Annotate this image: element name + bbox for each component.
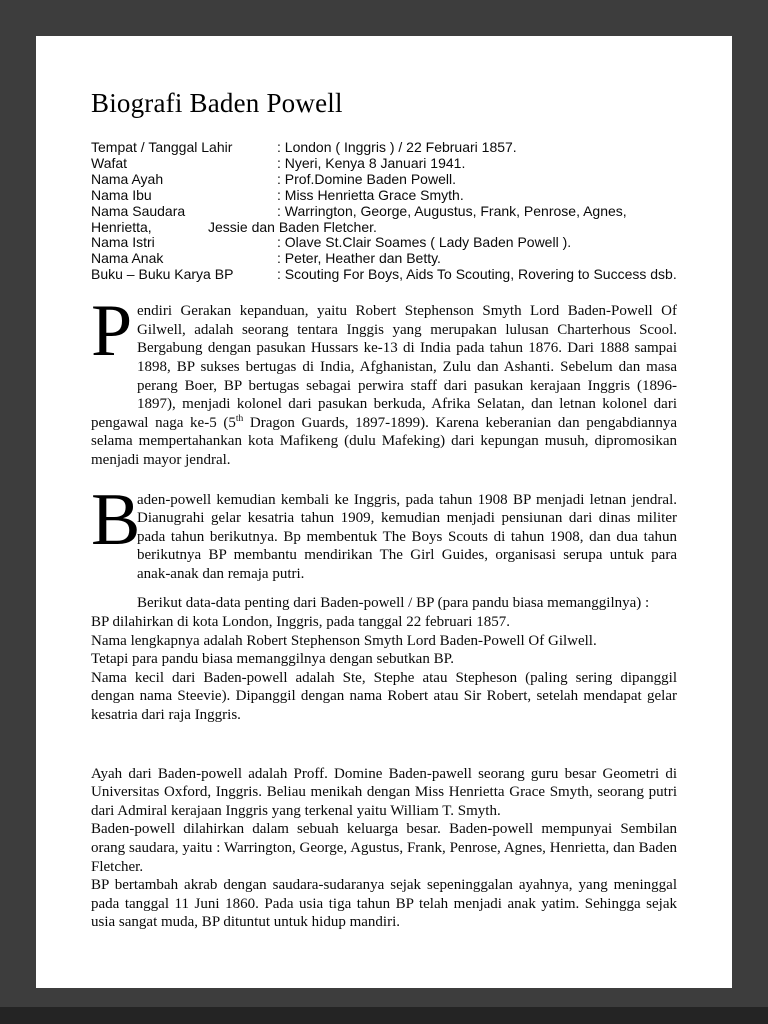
paragraph-founder-text-continued: Dragon Guards, 1897-1899). Karena keberanian dan pengabdiannya selama mempertahankan kota Mafikeng (dulu Mafeking) dari kepungan musuh, dipromosikan menjadi mayor jendral. xyxy=(91,414,678,468)
biodata-label: Henrietta, xyxy=(91,218,152,235)
fact-line-childhood-name: Nama kecil dari Baden-powell adalah Ste, Stephe atau Stepheson (paling sering dipanggil dengan nama Steevie). Dipanggil dengan nama Robert atau Sir Robert, setelah mendapat gelar kesatria dari raja Inggris. xyxy=(91,669,677,724)
biodata-value: Jessie dan Baden Fletcher. xyxy=(208,218,377,235)
paragraph-return-home-text: aden-powell kemudian kembali ke Inggris, pada tahun 1908 BP menjadi letnan jendral. Dianugrahi gelar kesatria tahun 1909, kemudian menjadi pensiunan dari dinas militer pada tahun berikutnya. Bp membentuk The Boys Scouts di tahun 1908, dan dua tahun berikutnya BP membantu mendirikan The Girl Guides, organisasi serupa untuk para anak-anak dan remaja putri. xyxy=(137,491,677,582)
biodata-row-death xyxy=(91,156,677,172)
ordinal-superscript: th xyxy=(235,413,244,424)
fact-line-full-name: Nama lengkapnya adalah Robert Stephenson Smyth Lord Baden-Powell Of Gilwell. xyxy=(91,632,597,649)
biodata-label: Buku – Buku Karya BP xyxy=(91,266,234,283)
biodata-label: Nama Ibu xyxy=(91,186,152,203)
biodata-row-children xyxy=(91,251,677,267)
family-paragraph-orphan: BP bertambah akrab dengan saudara-sudaranya sejak sepeninggalan ayahnya, yang meninggal pada tanggal 11 Juni 1860. Pada usia tiga tahun BP telah menjadi anak yatim. Sehingga sejak usia sangat muda, BP dituntut untuk hidup mandiri. xyxy=(91,877,677,931)
biodata-list xyxy=(91,140,677,283)
biodata-value: : London ( Inggris ) / 22 Februari 1857. xyxy=(277,139,517,155)
biodata-row-birth xyxy=(91,140,677,156)
family-paragraph-father: Ayah dari Baden-powell adalah Proff. Domine Baden-pawell seorang guru besar Geometri di Universitas Oxford, Inggris. Beliau menikah dengan Miss Henrietta Grace Smyth, seorang putri dari Admiral kerajaan Inggris yang terkenal yaitu William T. Smyth. xyxy=(91,765,677,819)
biodata-row-father xyxy=(91,172,677,188)
biodata-value: : Warrington, George, Augustus, Frank, Penrose, Agnes, xyxy=(277,202,627,219)
facts-intro-line: Berikut data-data penting dari Baden-powell / BP (para pandu biasa memanggilnya) : xyxy=(137,595,650,612)
biodata-label: Tempat / Tanggal Lahir xyxy=(91,139,233,155)
dropcap-letter-b: B xyxy=(91,478,141,561)
biodata-label: Nama Ayah xyxy=(91,170,164,187)
biodata-value: : Prof.Domine Baden Powell. xyxy=(277,170,456,187)
paragraph-return-home xyxy=(91,478,677,584)
facts-section xyxy=(91,594,677,724)
viewer-bottom-bar xyxy=(0,1007,768,1024)
biodata-label: Nama Saudara xyxy=(91,202,186,219)
fact-line-birth: BP dilahirkan di kota London, Inggris, pada tanggal 22 februari 1857. xyxy=(91,614,510,631)
biodata-value: : Peter, Heather dan Betty. xyxy=(277,250,441,267)
biodata-label: Nama Anak xyxy=(91,250,164,267)
paragraph-founder xyxy=(91,290,678,469)
family-paragraph-siblings: Baden-powell dilahirkan dalam sebuah keluarga besar. Baden-powell mempunyai Sembilan orang saudara, yaitu : Warrington, George, Agustus, Frank, Penrose, Agnes, Henrietta, dan Baden Fletcher. xyxy=(91,821,677,875)
biodata-row-books xyxy=(91,267,677,283)
dropcap-letter-p: P xyxy=(91,290,133,373)
biodata-value: : Nyeri, Kenya 8 Januari 1941. xyxy=(277,154,466,171)
fact-line-nickname-bp: Tetapi para pandu biasa memanggilnya dengan sebutkan BP. xyxy=(91,651,455,668)
biodata-label: Wafat xyxy=(91,154,128,171)
biodata-value: : Olave St.Clair Soames ( Lady Baden Powell ). xyxy=(277,234,572,251)
document-title: Biografi Baden Powell xyxy=(91,88,343,118)
biodata-value: : Miss Henrietta Grace Smyth. xyxy=(277,186,464,203)
biodata-row-siblings-continued xyxy=(91,220,677,236)
biodata-row-siblings xyxy=(91,204,677,220)
biodata-label: Nama Istri xyxy=(91,234,155,251)
paragraph-founder-text: endiri Gerakan kepanduan, yaitu Robert Stephenson Smyth Lord Baden-Powell Of Gilwell, adalah seorang tentara Inggis yang merupakan lulusan Charterhous Scool. Bergabung dengan pasukan Hussars ke-13 di India pada tahun 1876. Dari 1888 sampai 1898, BP sukses bertugas di India, Afghanistan, Zulu dan Ashanti. Sebelum dan masa perang Boer, BP bertugas sebagai perwira staff dari pasukan kerajaan Inggris (1896-1897), menjadi kolonel dari pasukan berkuda, Afrika Selatan, dan letnan kolonel dari pengawal naga ke-5 (5 xyxy=(91,303,677,431)
biodata-row-mother xyxy=(91,188,677,204)
family-section xyxy=(91,765,677,932)
document-page xyxy=(36,36,732,988)
biodata-value: : Scouting For Boys, Aids To Scouting, Rovering to Success dsb. xyxy=(277,266,677,283)
biodata-row-wife xyxy=(91,235,677,251)
